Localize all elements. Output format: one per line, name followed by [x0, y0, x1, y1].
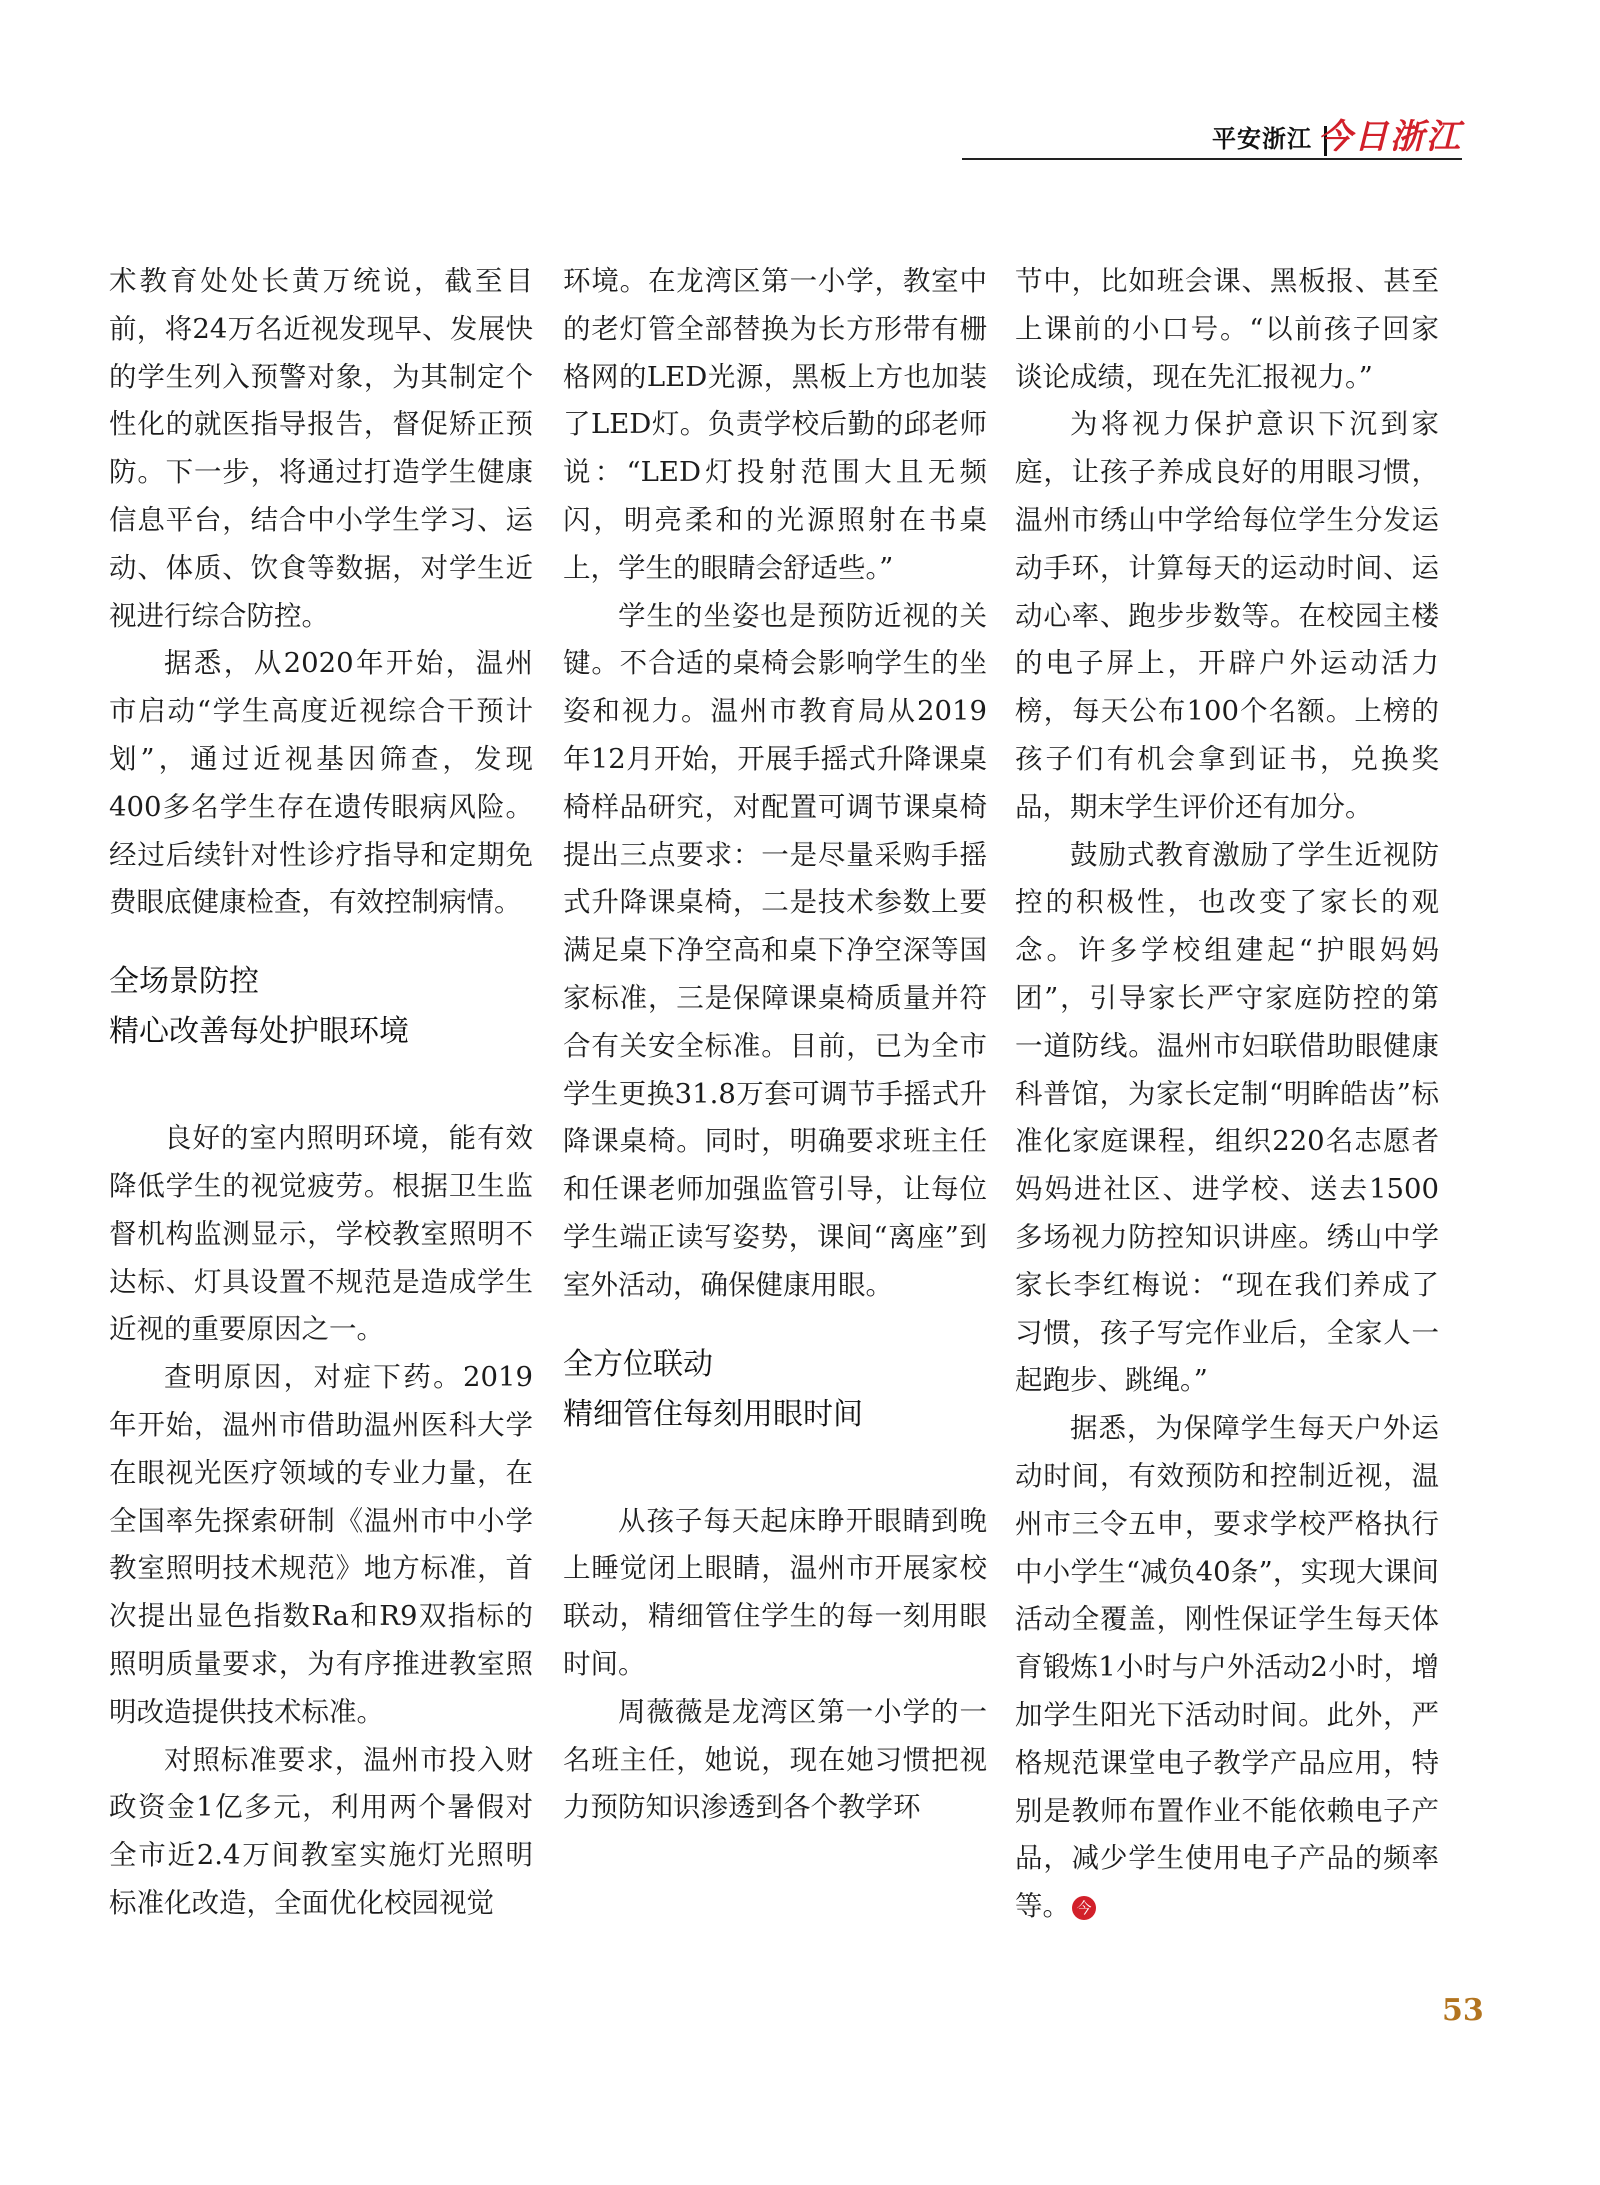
section-heading-line: 精细管住每刻用眼时间	[563, 1396, 863, 1432]
column-2	[563, 258, 987, 1832]
article-paragraph	[1015, 258, 1439, 401]
article-paragraph	[563, 1498, 987, 1689]
paragraph-text: 术教育处处长黄万统说，截至目前，将24万名近视发现早、发展快的学生列入预警对象，为其制定个性化的就医指导报告，督促矫正预防。下一步，将通过打造学生健康信息平台，结合中小学生学习、运动、体质、饮食等数据，对学生近视进行综合防控。	[109, 265, 533, 632]
article-paragraph	[109, 640, 533, 927]
column-1	[109, 258, 533, 1928]
brand-logo: 今日浙江	[1318, 117, 1462, 157]
article-paragraph	[109, 258, 533, 640]
section-heading	[109, 957, 533, 1057]
end-mark-icon: 今	[1072, 1896, 1096, 1920]
article-paragraph	[109, 1737, 533, 1928]
column-3	[1015, 258, 1439, 1931]
article-paragraph	[563, 1689, 987, 1832]
article-paragraph	[563, 258, 987, 593]
article-paragraph	[1015, 401, 1439, 831]
article-paragraph	[563, 593, 987, 1310]
paragraph-text: 据悉，为保障学生每天户外运动时间，有效预防和控制近视，温州市三令五申，要求学校严格执行中小学生“减负40条”，实现大课间活动全覆盖，刚性保证学生每天体育锻炼1小时与户外活动2小时，增加学生阳光下活动时间。此外，严格规范课堂电子教学产品应用，特别是教师布置作业不能依赖电子产品，减少学生使用电子产品的频率等。	[1015, 1412, 1439, 1923]
paragraph-text: 节中，比如班会课、黑板报、甚至上课前的小口号。“以前孩子回家谈论成绩，现在先汇报视力。”	[1015, 265, 1439, 393]
paragraph-text: 鼓励式教育激励了学生近视防控的积极性，也改变了家长的观念。许多学校组建起“护眼妈妈团”，引导家长严守家庭防控的第一道防线。温州市妇联借助眼健康科普馆，为家长定制“明眸皓齿”标准化家庭课程，组织220名志愿者妈妈进社区、进学校、送去1500多场视力防控知识讲座。绣山中学家长李红梅说：“现在我们养成了习惯，孩子写完作业后，全家人一起跑步、跳绳。”	[1015, 838, 1439, 1397]
paragraph-text: 查明原因，对症下药。2019年开始，温州市借助温州医科大学在眼视光医疗领域的专业力量，在全国率先探索研制《温州市中小学教室照明技术规范》地方标准，首次提出显色指数Ra和R9双指标的照明质量要求，为有序推进教室照明改造提供技术标准。	[109, 1361, 533, 1728]
article-paragraph	[109, 1354, 533, 1736]
paragraph-text: 为将视力保护意识下沉到家庭，让孩子养成良好的用眼习惯，温州市绣山中学给每位学生分发运动手环，计算每天的运动时间、运动心率、跑步步数等。在校园主楼的电子屏上，开辟户外运动活力榜，每天公布100个名额。上榜的孩子们有机会拿到证书，兑换奖品，期末学生评价还有加分。	[1015, 408, 1439, 823]
section-heading-line: 全场景防控	[109, 964, 259, 1000]
article-paragraph	[1015, 1405, 1439, 1931]
paragraph-text: 学生的坐姿也是预防近视的关键。不合适的桌椅会影响学生的坐姿和视力。温州市教育局从2019年12月开始，开展手摇式升降课桌椅样品研究，对配置可调节课桌椅提出三点要求：一是尽量采购手摇式升降课桌椅，二是技术参数上要满足桌下净空高和桌下净空深等国家标准，三是保障课桌椅质量并符合有关安全标准。目前，已为全市学生更换31.8万套可调节手摇式升降课桌椅。同时，明确要求班主任和任课老师加强监管引导，让每位学生端正读写姿势，课间“离座”到室外活动，确保健康用眼。	[563, 599, 987, 1301]
section-heading-line: 精心改善每处护眼环境	[109, 1014, 409, 1050]
section-heading-line: 全方位联动	[563, 1346, 713, 1382]
paragraph-text: 良好的室内照明环境，能有效降低学生的视觉疲劳。根据卫生监督机构监测显示，学校教室照明不达标、灯具设置不规范是造成学生近视的重要原因之一。	[109, 1122, 533, 1346]
paragraph-text: 对照标准要求，温州市投入财政资金1亿多元，利用两个暑假对全市近2.4万间教室实施灯光照明标准化改造，全面优化校园视觉	[109, 1743, 533, 1919]
page-number: 53	[1442, 1993, 1484, 2028]
page-header	[962, 118, 1462, 160]
article-paragraph	[1015, 832, 1439, 1406]
paragraph-text: 周薇薇是龙湾区第一小学的一名班主任，她说，现在她习惯把视力预防知识渗透到各个教学环	[563, 1695, 987, 1824]
section-heading	[563, 1340, 987, 1440]
header-rule	[962, 158, 1462, 160]
article-paragraph	[109, 1115, 533, 1354]
paragraph-text: 从孩子每天起床睁开眼睛到晚上睡觉闭上眼睛，温州市开展家校联动，精细管住学生的每一刻用眼时间。	[563, 1504, 987, 1680]
section-title: 平安浙江	[1212, 125, 1312, 153]
paragraph-text: 据悉，从2020年开始，温州市启动“学生高度近视综合干预计划”，通过近视基因筛查，发现400多名学生存在遗传眼病风险。经过后续针对性诊疗指导和定期免费眼底健康检查，有效控制病情。	[109, 647, 533, 919]
paragraph-text: 环境。在龙湾区第一小学，教室中的老灯管全部替换为长方形带有栅格网的LED光源，黑板上方也加装了LED灯。负责学校后勤的邱老师说：“LED灯投射范围大且无频闪，明亮柔和的光源照射在书桌上，学生的眼睛会舒适些。”	[563, 265, 987, 584]
